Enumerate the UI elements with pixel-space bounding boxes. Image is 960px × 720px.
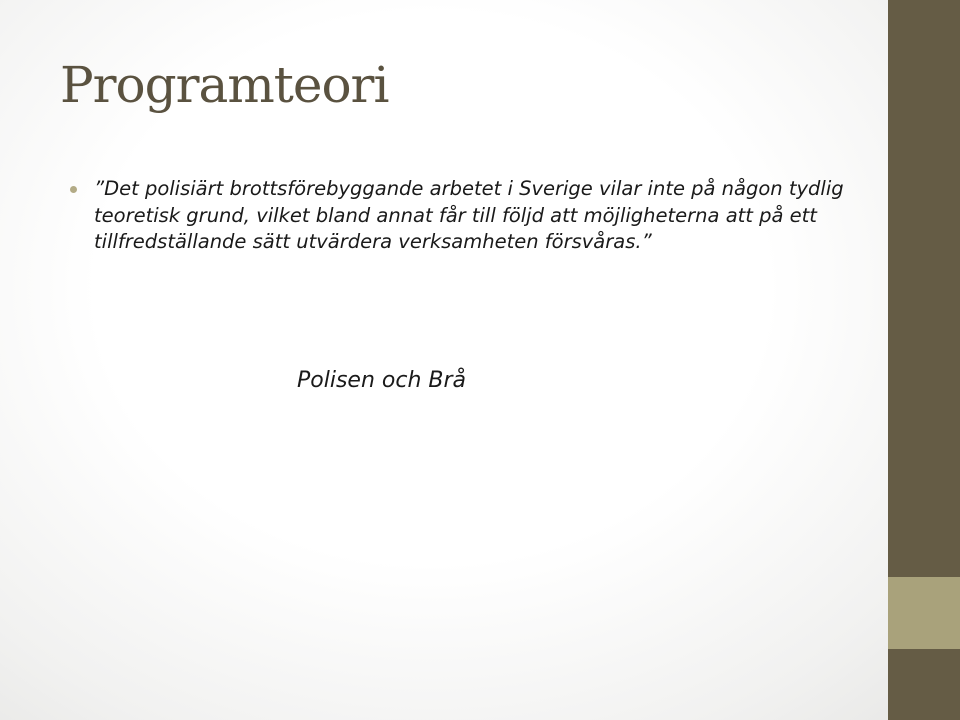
bullet-dot-icon: [70, 186, 77, 193]
decorative-side-bar-accent: [888, 577, 960, 649]
quote-attribution: Polisen och Brå: [297, 368, 466, 393]
bullet-item: [70, 176, 870, 256]
slide-title: Programteori: [60, 56, 389, 114]
slide-content: [70, 176, 870, 256]
bullet-text: ”Det polisiärt brottsförebyggande arbetet i Sverige vilar inte på någon tydlig teoretisk grund, vilket bland annat får till följd att möjligheterna att på ett tillfredställande sätt utvärdera verksamheten försvåras.”: [94, 177, 844, 253]
